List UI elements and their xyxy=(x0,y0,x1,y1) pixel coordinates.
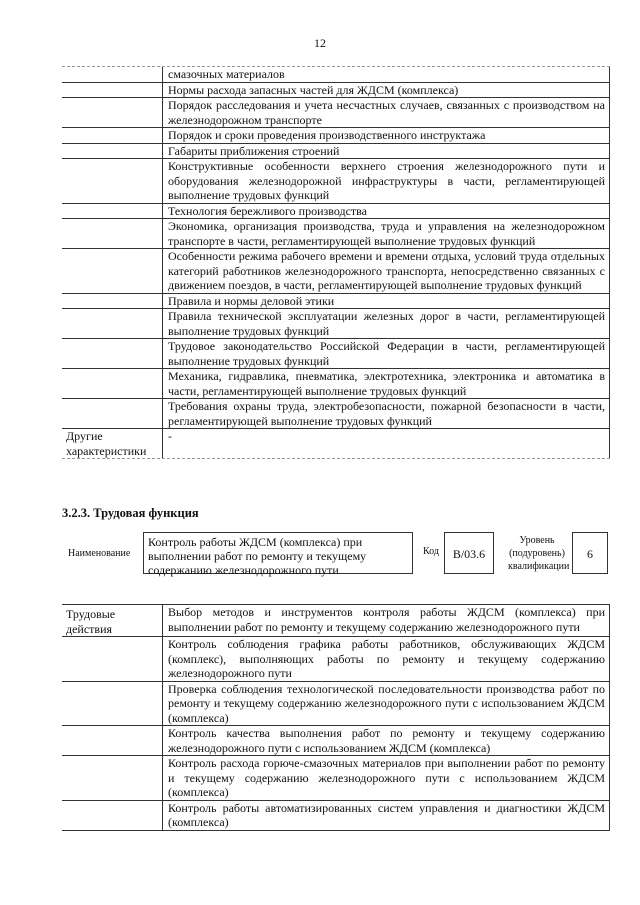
table-cell: Требования охраны труда, электробезопасности, пожарной безопасности в части, регламентирующей выполнение трудовых функций xyxy=(162,399,610,428)
table-cell: Порядок расследования и учета несчастных случаев, связанных с производством на железнодорожном транспорте xyxy=(162,98,610,127)
table-cell: Проверка соблюдения технологической последовательности производства работ по ремонту и текущему содержанию железнодорожного пути с использованием ЖДСМ (комплекса) xyxy=(162,682,610,726)
table-cell: Контроль соблюдения графика работы работников, обслуживающих ЖДСМ (комплекс), выполняющих работы по ремонту и текущему содержанию железнодорожного пути xyxy=(162,637,610,681)
table-row xyxy=(62,309,610,339)
table-cell: смазочных материалов xyxy=(162,67,610,82)
table-row xyxy=(62,67,610,83)
table-cell: Особенности режима рабочего времени и времени отдыха, условий труда отдельных категорий работников железнодорожного транспорта, непосредственно связанных с движением поездов, в части, регламентирующей выполнение трудовых функций xyxy=(162,249,610,293)
table-cell: Правила и нормы деловой этики xyxy=(162,294,610,309)
qualification-level-box: 6 xyxy=(572,532,608,574)
table-cell: Нормы расхода запасных частей для ЖДСМ (комплекса) xyxy=(162,83,610,98)
other-characteristics-label: Другие характеристики xyxy=(66,429,147,458)
table-row xyxy=(62,369,610,399)
other-characteristics-row xyxy=(62,429,610,459)
table-cell: Контроль работы автоматизированных систем управления и диагностики ЖДСМ (комплекса) xyxy=(162,801,610,830)
table-row xyxy=(62,339,610,369)
table-cell: Порядок и сроки проведения производственного инструктажа xyxy=(162,128,610,143)
section-heading: 3.2.3. Трудовая функция xyxy=(62,506,199,520)
table-row xyxy=(62,637,610,682)
table-cell: Конструктивные особенности верхнего строения железнодорожного пути и оборудования железнодорожной инфраструктуры в части, регламентирующей выполнение трудовых функций xyxy=(162,159,610,203)
table-row xyxy=(62,249,610,294)
table-row xyxy=(62,144,610,160)
table-row xyxy=(62,682,610,727)
table-row xyxy=(62,128,610,144)
table-row xyxy=(62,98,610,128)
table-cell: Трудовое законодательство Российской Федерации в части, регламентирующей выполнение трудовых функций xyxy=(162,339,610,368)
table-cell: Контроль качества выполнения работ по ремонту и текущему содержанию железнодорожного пути с использованием ЖДСМ (комплекса) xyxy=(162,726,610,755)
knowledge-table xyxy=(62,66,610,459)
table-row xyxy=(62,801,610,831)
table-row xyxy=(62,159,610,204)
table-row xyxy=(62,204,610,220)
table-cell: Экономика, организация производства, труда и управления на железнодорожном транспорте в части, регламентирующей выполнение трудовых функций xyxy=(162,219,610,248)
table-row xyxy=(62,294,610,310)
table-row xyxy=(62,756,610,801)
table-row xyxy=(62,219,610,249)
labor-actions-label: Трудовые действия xyxy=(66,607,116,636)
page-number: 12 xyxy=(314,36,326,50)
table-row xyxy=(62,83,610,99)
table-cell: Контроль расхода горюче-смазочных материалов при выполнении работ по ремонту и текущему содержанию железнодорожного пути с использованием ЖДСМ (комплекса) xyxy=(162,756,610,800)
table-cell: Правила технической эксплуатации железных дорог в части, регламентирующей выполнение трудовых функций xyxy=(162,309,610,338)
code-box: B/03.6 xyxy=(444,532,494,574)
table-cell: Технология бережливого производства xyxy=(162,204,610,219)
other-characteristics-value: - xyxy=(162,429,610,458)
table-row xyxy=(62,726,610,756)
table-cell: Механика, гидравлика, пневматика, электротехника, электроника и автоматика в части, регламентирующей выполнение трудовых функций xyxy=(162,369,610,398)
table-row xyxy=(62,399,610,429)
qualification-level-label: Уровень (подуровень) квалификации xyxy=(508,535,570,572)
table-cell: Габариты приближения строений xyxy=(162,144,610,159)
table-cell: Выбор методов и инструментов контроля работы ЖДСМ (комплекса) при выполнении работ по ремонту и текущему содержанию железнодорожного пути xyxy=(162,605,610,636)
table-row xyxy=(62,605,610,637)
labor-actions-table xyxy=(62,604,610,831)
name-label: Наименование xyxy=(68,548,131,559)
code-label: Код xyxy=(423,546,439,557)
function-name-box: Контроль работы ЖДСМ (комплекса) при выполнении работ по ремонту и текущему содержанию железнодорожного пути xyxy=(143,532,413,574)
